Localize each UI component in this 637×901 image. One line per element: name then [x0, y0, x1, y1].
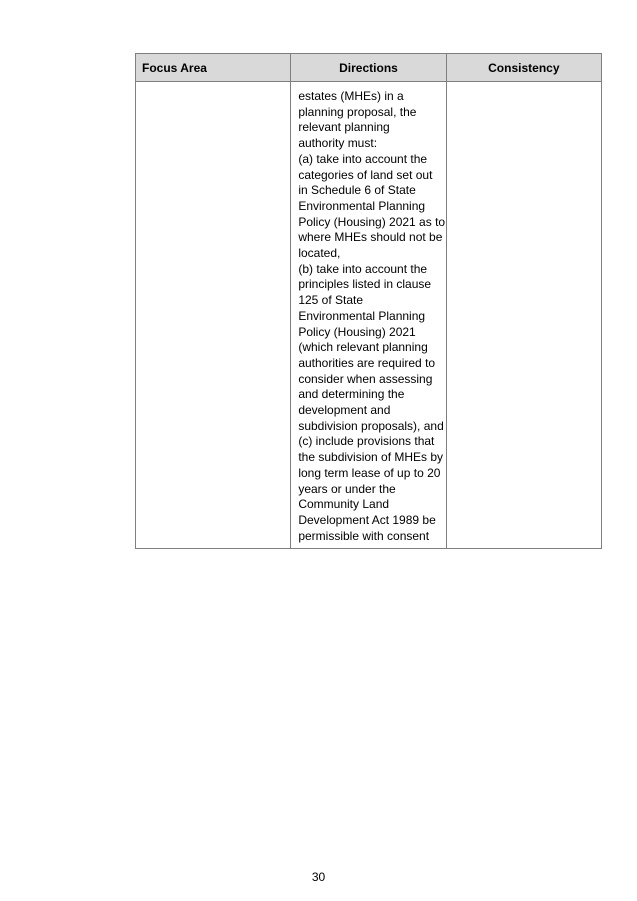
directions-line: years or under the	[298, 481, 396, 496]
directions-line: located,	[298, 246, 341, 261]
directions-line: Environmental Planning	[298, 198, 426, 213]
directions-table	[135, 53, 602, 549]
cell-consistency	[446, 82, 601, 549]
directions-line: Community Land	[298, 497, 390, 512]
directions-line: (c) include provisions that	[298, 434, 435, 449]
directions-line: permissible with consent	[298, 528, 430, 543]
directions-line: in Schedule 6 of State	[298, 183, 416, 198]
header-consistency: Consistency	[446, 54, 601, 82]
directions-line: (b) take into account the	[298, 261, 428, 276]
header-directions: Directions	[291, 54, 446, 82]
header-focus-area: Focus Area	[136, 54, 291, 82]
cell-focus-area	[136, 82, 291, 549]
directions-line: long term lease of up to 20	[298, 465, 441, 480]
directions-line: principles listed in clause	[298, 277, 432, 292]
directions-line: development and	[298, 403, 391, 418]
directions-line: (a) take into account the	[298, 151, 428, 166]
directions-line: Policy (Housing) 2021 as to	[298, 214, 446, 229]
directions-line: (which relevant planning	[298, 340, 428, 355]
table-header-row	[136, 54, 602, 82]
table-row	[136, 82, 602, 549]
directions-line: planning proposal, the	[298, 104, 417, 119]
page-number: 30	[311, 870, 326, 884]
directions-line: Development Act 1989 be	[298, 512, 436, 527]
directions-line: subdivision proposals), and	[298, 418, 444, 433]
cell-directions	[291, 82, 446, 549]
directions-line: estates (MHEs) in a	[298, 89, 404, 103]
directions-line: categories of land set out	[298, 167, 433, 182]
directions-line: Policy (Housing) 2021	[298, 324, 416, 339]
directions-line: consider when assessing	[298, 371, 433, 386]
directions-line: authorities are required to	[298, 355, 436, 370]
directions-line: Environmental Planning	[298, 308, 426, 323]
directions-line: and determining the	[298, 387, 405, 402]
directions-line: 125 of State	[298, 293, 364, 308]
directions-line: where MHEs should not be	[298, 230, 443, 245]
directions-line: authority must:	[298, 136, 378, 151]
directions-line: the subdivision of MHEs by	[298, 450, 444, 465]
directions-line: relevant planning	[298, 120, 390, 135]
